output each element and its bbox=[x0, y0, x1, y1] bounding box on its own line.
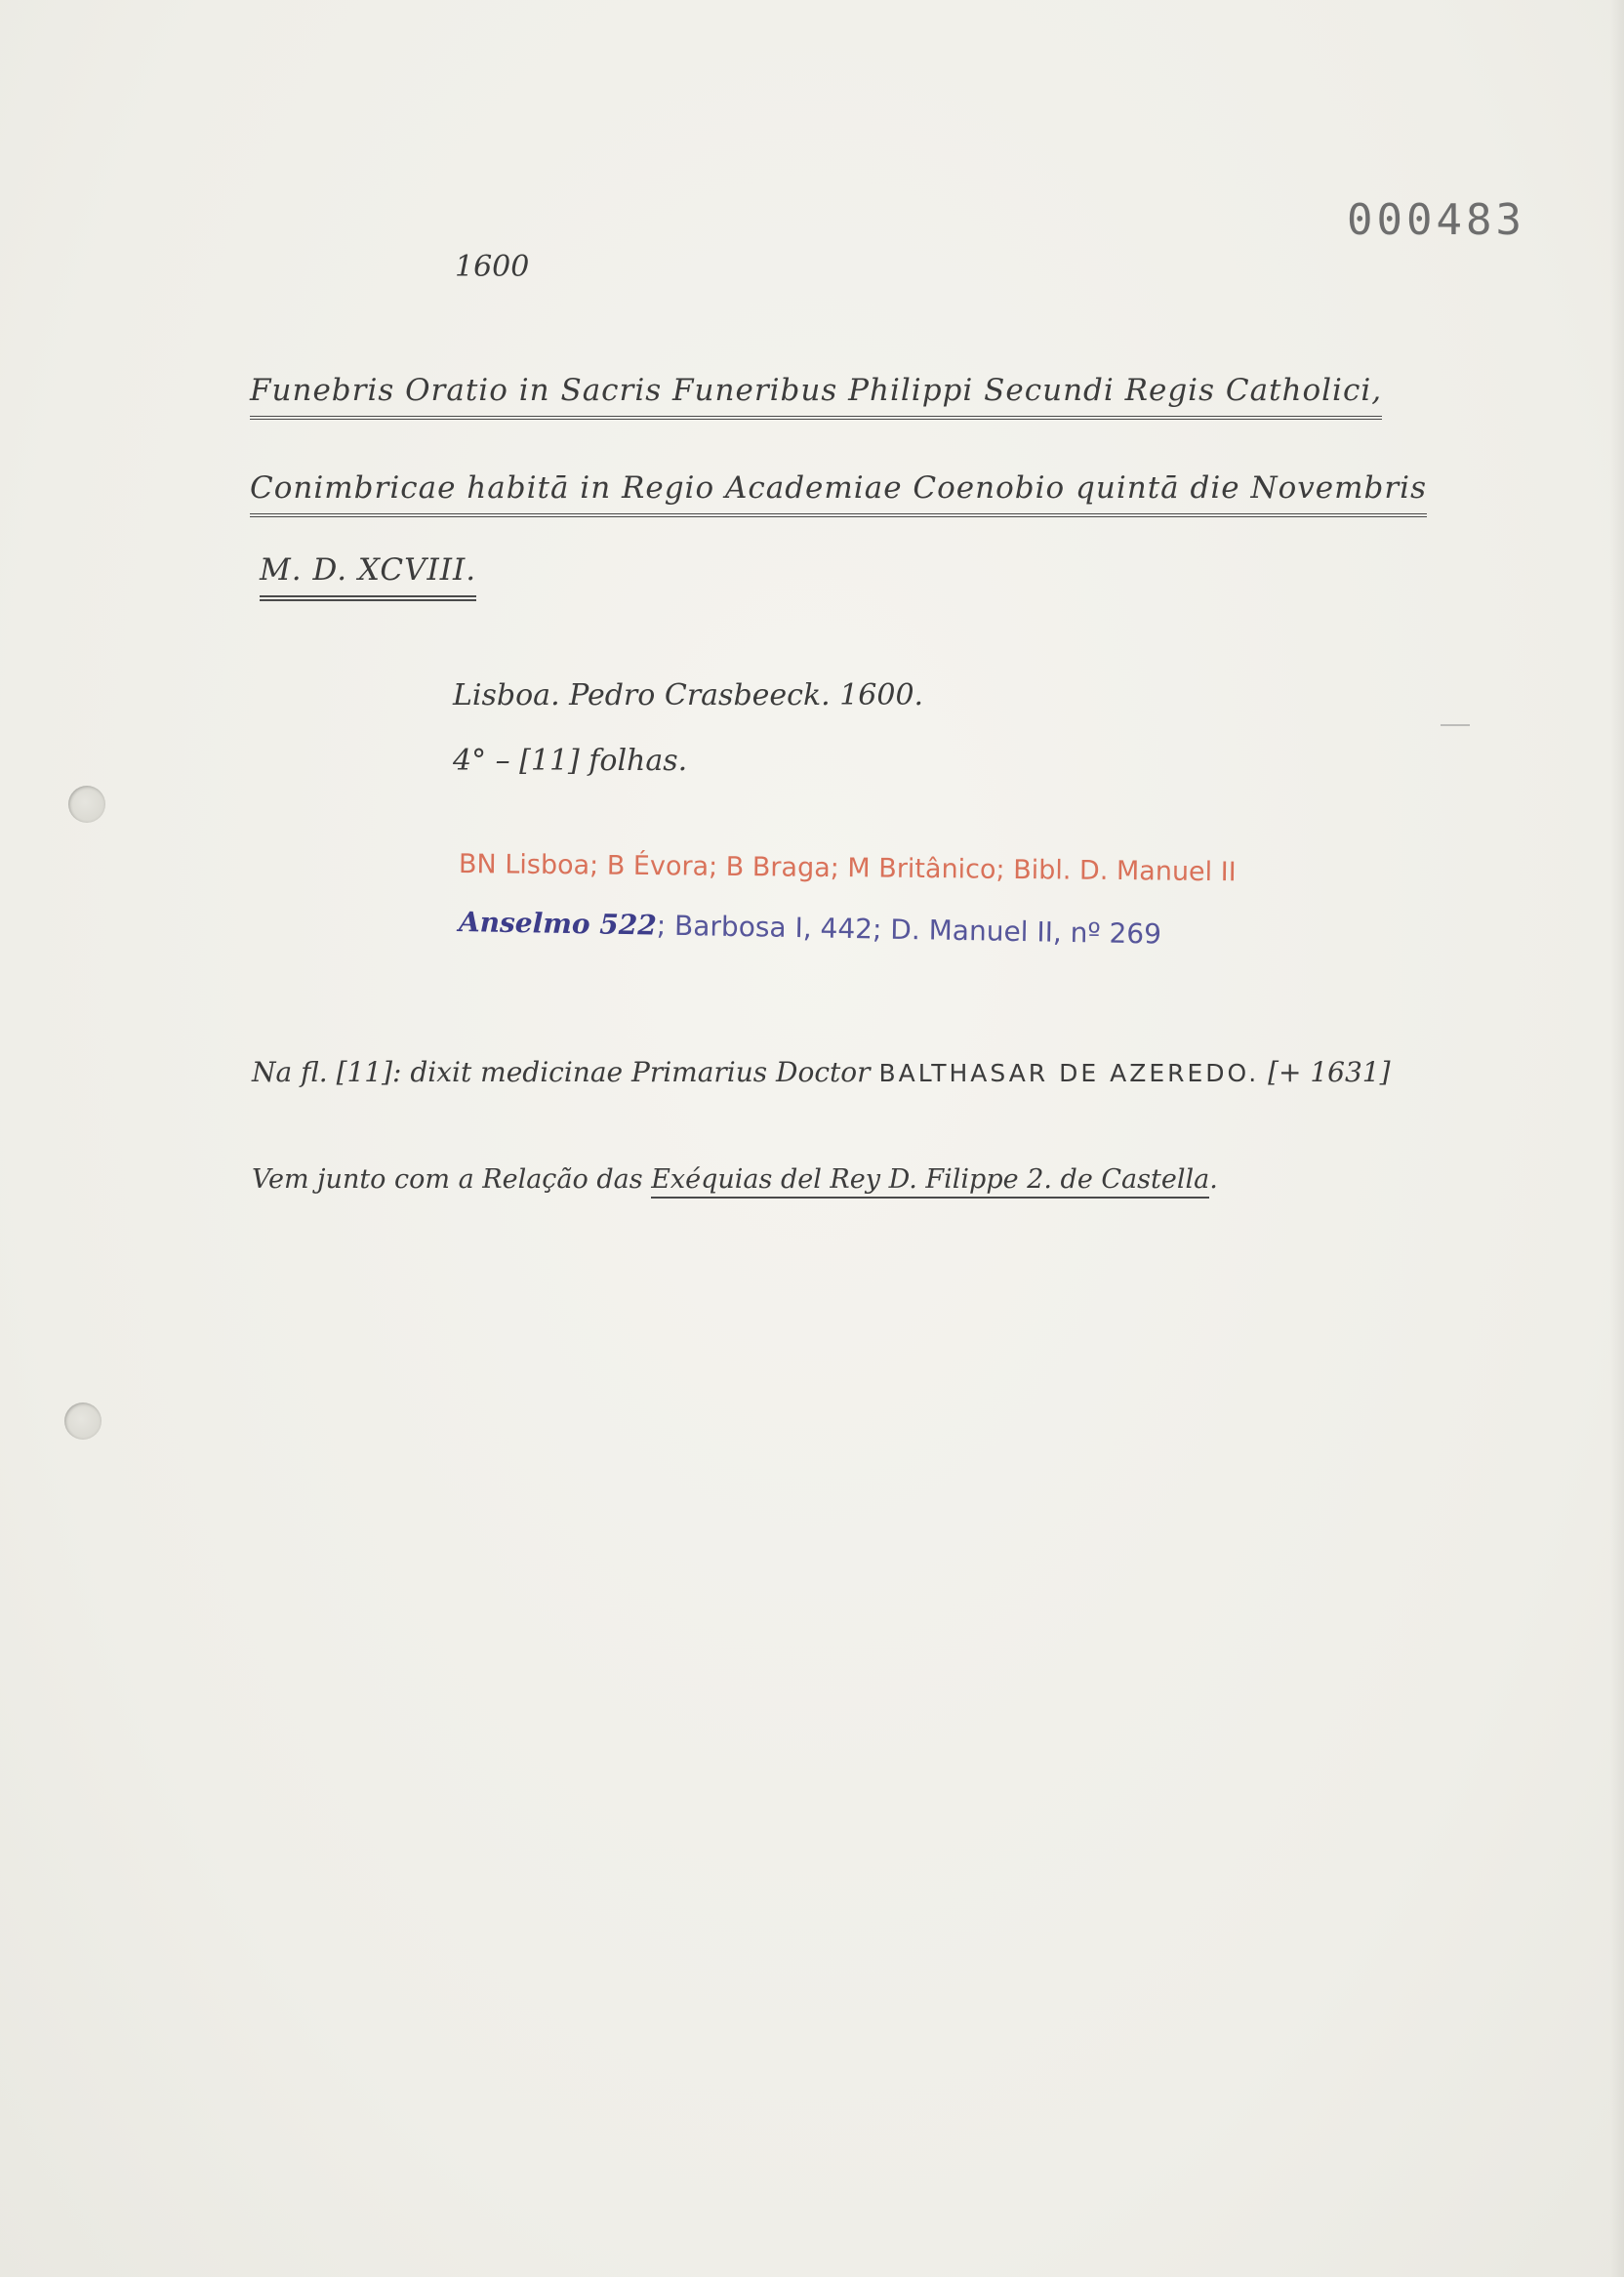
publication-year: 1600 bbox=[455, 250, 530, 284]
binding-note-title: Exéquias del Rey D. Filippe 2. de Castella bbox=[651, 1164, 1209, 1199]
author-note-prefix: Na fl. [11]: dixit medicinae Primarius Doctor bbox=[252, 1056, 879, 1088]
extent: 4° – [11] folhas. bbox=[453, 744, 688, 778]
title-line-3: M. D. XCVIII. bbox=[260, 552, 476, 601]
punch-hole-lower bbox=[64, 1403, 102, 1440]
binding-note bbox=[252, 1164, 1218, 1195]
title-line-2: Conimbricae habitā in Regio Academiae Coenobio quintā die Novembris bbox=[250, 470, 1427, 517]
author-note bbox=[252, 1056, 1391, 1088]
reference-others: ; Barbosa I, 442; D. Manuel II, nº 269 bbox=[656, 909, 1162, 951]
stamp-number: 000483 bbox=[1347, 195, 1525, 245]
bibliographic-references bbox=[459, 906, 1162, 951]
library-holdings: BN Lisboa; B Évora; B Braga; M Britânico; Bibl. D. Manuel II bbox=[458, 849, 1237, 888]
imprint: Lisboa. Pedro Crasbeeck. 1600. bbox=[453, 678, 924, 712]
page-edge-shadow bbox=[1610, 0, 1624, 2277]
punch-hole-upper bbox=[68, 786, 105, 823]
author-death-year: [+ 1631] bbox=[1259, 1056, 1391, 1088]
reference-anselmo: Anselmo 522 bbox=[458, 906, 658, 942]
binding-note-prefix: Vem junto com a Relação das bbox=[252, 1164, 652, 1195]
title-line-1: Funebris Oratio in Sacris Funeribus Philippi Secundi Regis Catholici, bbox=[250, 373, 1382, 420]
author-name: BALTHASAR DE AZEREDO. bbox=[878, 1059, 1260, 1087]
binding-note-suffix: . bbox=[1209, 1164, 1218, 1195]
stray-mark bbox=[1441, 724, 1470, 726]
